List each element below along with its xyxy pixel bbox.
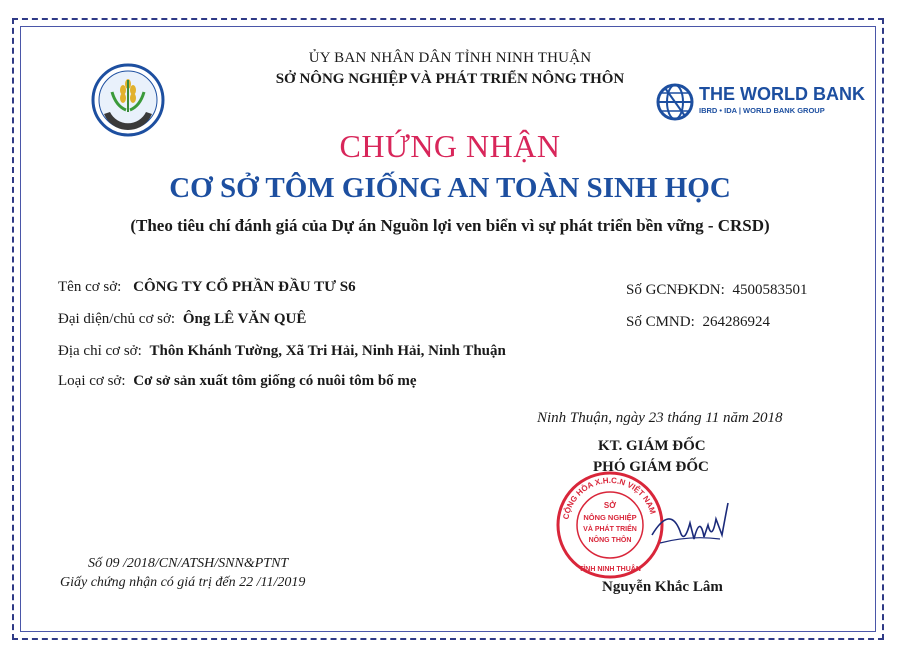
facility-type-row [58,373,417,390]
stamp-bottom: TỈNH NINH THUẬN [579,566,641,573]
world-bank-subtitle: IBRD • IDA | WORLD BANK GROUP [699,106,825,115]
certificate-subject: CƠ SỞ TÔM GIỐNG AN TOÀN SINH HỌC [169,172,731,204]
facility-type-label: Loại cơ sở: [58,373,126,389]
id-card-label: Số CMND: [626,314,695,330]
stamp-ring-text: CỘNG HÒA X.H.C.N VIỆT NAM [561,475,658,521]
globe-icon [655,82,695,122]
stamp-center-2: NÔNG NGHIỆP [583,513,637,522]
id-card-value: 264286924 [702,314,771,330]
issuing-authority-line1: ỦY BAN NHÂN DÂN TỈNH NINH THUẬN [308,50,592,66]
signatory-title2: PHÓ GIÁM ĐỐC [593,459,709,475]
representative-value: Ông LÊ VĂN QUÊ [182,311,307,327]
facility-type-value: Cơ sở sản xuất tôm giống có nuôi tôm bố mẹ [133,373,417,389]
id-card-row [626,314,770,331]
business-reg-value: 4500583501 [732,282,808,298]
address-row [58,343,506,360]
stamp-center-3: VÀ PHÁT TRIỂN [583,526,637,533]
stamp-center-1: SỞ [603,501,617,510]
representative-label: Đại diện/chủ cơ sở: [58,311,176,327]
validity-date: Giấy chứng nhận có giá trị đến 22 /11/2019 [60,575,306,590]
representative-row [58,311,306,328]
business-reg-row [626,282,808,299]
world-bank-logo [655,82,865,122]
stamp-center-4: NÔNG THÔN [588,537,632,544]
certificate-number: Số 09 /2018/CN/ATSH/SNN&PTNT [88,556,289,571]
issuing-authority-line2: SỞ NÔNG NGHIỆP VÀ PHÁT TRIỂN NÔNG THÔN [275,71,625,87]
address-label: Địa chỉ cơ sở: [58,343,142,359]
certificate-title: CHỨNG NHẬN [339,128,561,164]
signatory-name: Nguyễn Khắc Lâm [602,579,723,595]
signatory-title1: KT. GIÁM ĐỐC [598,438,706,454]
address-value: Thôn Khánh Tường, Xã Tri Hải, Ninh Hải, Ninh Thuận [149,343,506,359]
certificate-criteria: (Theo tiêu chí đánh giá của Dự án Nguồn lợi ven biển vì sự phát triển bền vững - CRSD) [130,216,770,235]
facility-name-row [58,279,356,296]
facility-name-label: Tên cơ sở: [58,279,122,295]
facility-name-value: CÔNG TY CỔ PHẦN ĐẦU TƯ S6 [133,279,356,295]
business-reg-label: Số GCNĐKDN: [626,282,725,298]
world-bank-title: THE WORLD BANK [699,84,865,104]
handwritten-signature-icon [650,495,730,555]
issue-date: Ninh Thuận, ngày 23 tháng 11 năm 2018 [537,410,783,426]
official-stamp-icon [555,470,665,580]
